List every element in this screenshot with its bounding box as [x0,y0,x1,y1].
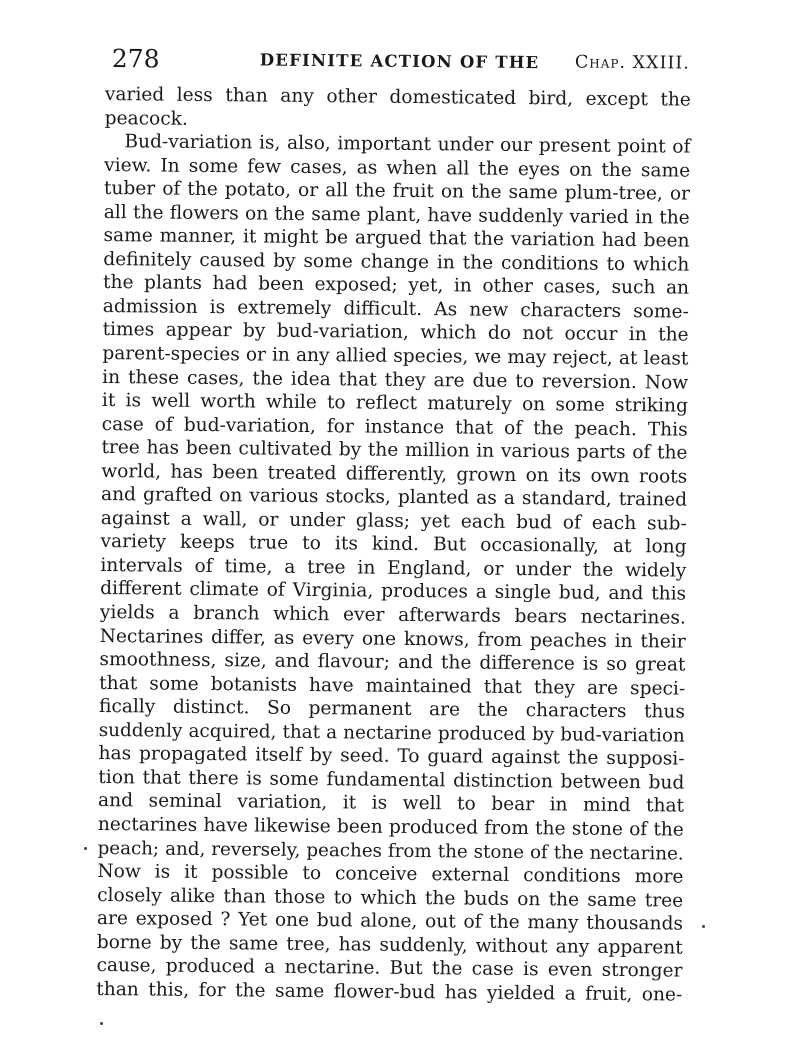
text-line: borne by the same tree, has suddenly, without any apparent [96,931,683,959]
text-line: cause, produced a nectarine. But the case is even stronger [96,955,683,982]
text-line: than this, for the same flower-bud has yielded a fruit, one- [96,978,683,1006]
text-line: Nectarines differ, as every one knows, from peaches in their [99,625,686,653]
text-line: varied less than any other domesticated bird, except the [104,83,691,111]
text-line: smoothness, size, and flavour; and the difference is so great [99,649,686,676]
text-line: has propagated itself by seed. To guard against the supposi- [98,743,685,770]
running-title: DEFINITE ACTION OF THE [259,50,540,73]
text-line: and grafted on various stocks, planted as a standard, trained [100,484,688,511]
text-line: nectarines have likewise been produced from the stone of the [97,813,684,841]
text-line: intervals of time, a tree in England, or under the widely [100,554,687,582]
text-line: fically distinct. So permanent are the characters thus [98,696,686,723]
text-line: the plants had been exposed; yet, in other cases, such an [102,272,690,299]
ink-speck [702,925,705,928]
text-line: world, has been treated differently, grown on its own roots [101,460,688,488]
text-line: tion that there is some fundamental distinction between bud [98,766,685,794]
text-line: case of bud-variation, for instance that of the peach. This [101,413,688,441]
text-line: same manner, it might be argued that the variation had been [103,225,690,252]
ink-speck [100,1022,103,1025]
text-line: peacock. [104,107,188,130]
text-line: tuber of the potato, or all the fruit on the same plum-tree, or [103,178,691,205]
text-line: closely alike than those to which the buds on the same tree [97,884,684,912]
text-line: and seminal variation, it is well to bear in mind that [98,790,685,817]
text-line: that some botanists have maintained that they are speci- [99,672,686,700]
chapter-label: Chap. XXIII. [574,52,690,74]
text-line: all the flowers on the same plant, have suddenly varied in the [103,201,690,229]
text-line: parent-species or in any allied species, we may reject, at least [102,343,689,370]
text-line: in these cases, the idea that they are due to reversion. Now [102,366,689,394]
text-line: are exposed ? Yet one bud alone, out of the many thousands [96,908,684,935]
text-line: peach; and, reversely, peaches from the stone of the nectarine. [97,837,684,865]
page-header [112,44,690,84]
page-number: 278 [111,44,160,74]
text-line: it is well worth while to reflect maturely on some striking [101,390,689,417]
text-line: different climate of Virginia, produces a single bud, and this [100,578,687,606]
text-line: against a wall, or under glass; yet each bud of each sub- [100,507,687,535]
text-line: definitely caused by some change in the conditions to which [103,248,690,276]
text-line: times appear by bud-variation, which do not occur in the [102,319,689,347]
text-line: admission is extremely difficult. As new characters some- [102,295,689,323]
text-line: suddenly acquired, that a nectarine produced by bud-variation [98,719,685,747]
text-line: Now is it possible to conceive external conditions more [97,861,684,888]
text-line: view. In some few cases, as when all the eyes on the same [104,154,691,182]
body-text [96,83,691,1007]
text-line: yields a branch which ever afterwards bears nectarines. [99,602,686,629]
text-line: tree has been cultivated by the million in various parts of the [101,437,688,464]
text-line: Bud-variation is, also, important under our present point of [124,131,691,158]
text-line: variety keeps true to its kind. But occasionally, at long [100,531,687,558]
ink-speck [84,847,87,850]
